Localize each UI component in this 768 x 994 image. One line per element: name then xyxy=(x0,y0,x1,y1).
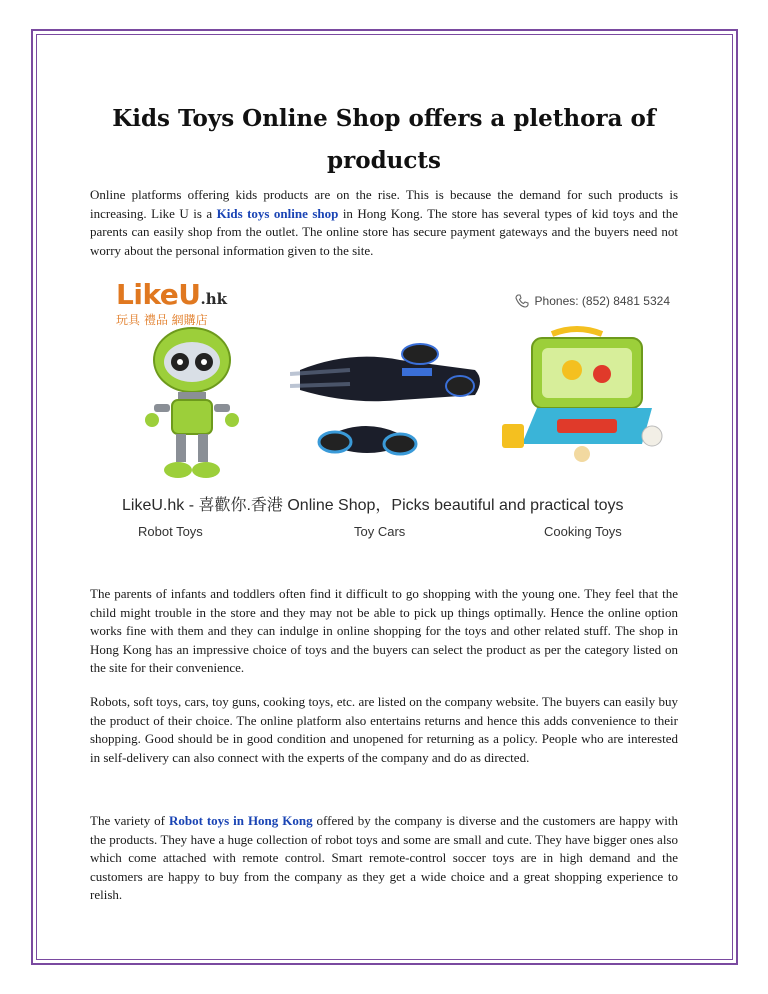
paragraph-1-text-a: Online platforms offering kids products are on the rise. This is because the demand for such products is increasing. Like U is a xyxy=(90,187,678,221)
paragraph-2: The parents of infants and toddlers often find it difficult to go shopping with the young one. They feel that the child might trouble in the store and they may not be able to pick up things optimally. Hence the online option works fine with them and they can indulge in online shopping for the toys and other related stuff. The shop in Hong Kong has an impressive choice of toys and the buyers can select the product as per the category listed on the site for their convenience. xyxy=(90,586,678,676)
caption-robot-toys: Robot Toys xyxy=(138,524,203,539)
paragraph-4-text-a: The variety of xyxy=(90,813,169,828)
brand-domain: .hk xyxy=(200,290,228,308)
paragraph-3: Robots, soft toys, cars, toy guns, cooking toys, etc. are listed on the company website. The buyers can easily buy the product of their choice. The online platform also entertains returns and hence this adds convenience to their shopping. Good should be in good condition and unopened for returning as a policy. People who are interested in self-delivery can also connect with the experts of the company and do as directed. xyxy=(90,694,678,765)
phone-number: Phones: (852) 8481 5324 xyxy=(534,294,670,308)
document-title: Kids Toys Online Shop offers a plethora of products xyxy=(112,105,656,174)
paragraph-1-text-b: in Hong Kong. The store has several types of kid toys and the parents can easily shop from the outlet. The online store has secure payment gateways and the buyers need not worry about the personal information given to the site. xyxy=(90,205,679,258)
robot-toys-hong-kong-link[interactable]: Robot toys in Hong Kong xyxy=(168,813,313,828)
cooking-toy-image xyxy=(502,324,672,474)
product-banner-image xyxy=(92,272,682,548)
paragraph-4-text-b: offered by the company is diverse and the customers are happy with the products. They have a huge collection of robot toys and some are small and cute. They have bigger ones also which come attached with remote control. Smart remote-control soccer toys are in high demand and the customers are happy to buy from the company as they get a wide choice and a great shopping experience to relish. xyxy=(90,813,678,903)
paragraph-1 xyxy=(90,186,678,260)
caption-cooking-toys: Cooking Toys xyxy=(544,524,622,539)
paragraph-4 xyxy=(90,812,678,905)
brand-subtitle: 玩具 禮品 網購店 xyxy=(116,313,208,327)
brand-name: LikeU xyxy=(116,278,201,311)
banner-tagline: LikeU.hk - 喜歡你.香港 Online Shop，Picks beautiful and practical toys xyxy=(122,497,624,514)
caption-toy-cars: Toy Cars xyxy=(354,524,406,539)
phone-contact xyxy=(515,294,670,308)
toy-car-image xyxy=(290,340,490,470)
kids-toys-online-shop-link[interactable]: Kids toys online shop xyxy=(216,205,339,221)
robot-toy-image xyxy=(132,320,252,485)
phone-icon xyxy=(515,294,529,308)
